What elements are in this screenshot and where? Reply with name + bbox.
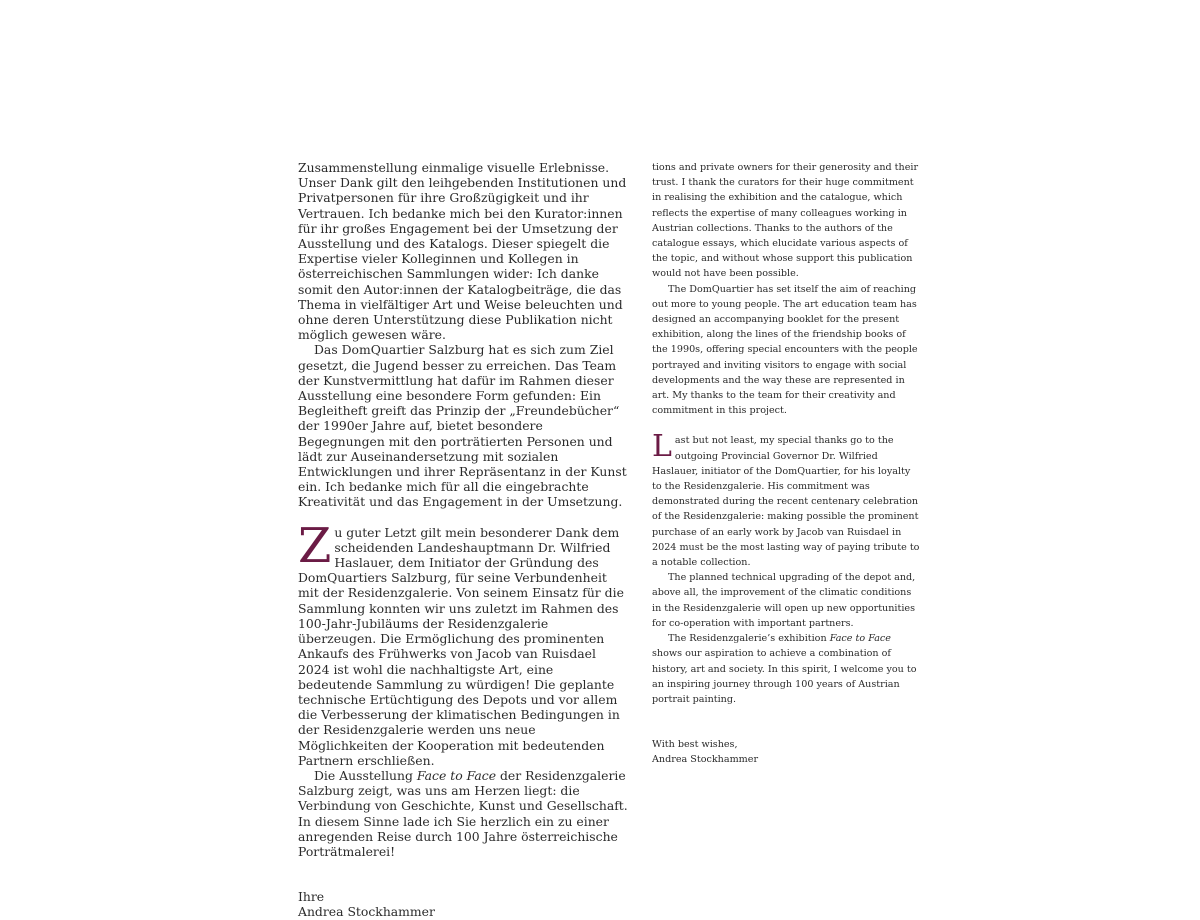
german-paragraph-4-start: Die Ausstellung (314, 767, 417, 783)
english-paragraph-4: The planned technical upgrading of the depot and, above all, the improvement of the climatic conditions in the Residenzgalerie will open up new opportunities for co-operation with important partners. (652, 572, 916, 629)
german-closing (298, 889, 628, 919)
german-paragraph-3 (298, 517, 628, 768)
english-drop-cap: L (652, 429, 672, 465)
english-paragraph-5-end: shows our aspiration to achieve a combination of history, art and society. In this spirit, I welcome you to an inspiring journey through 100 years of Austrian portrait painting. (652, 648, 917, 705)
german-drop-cap: Z (298, 517, 332, 574)
german-column (298, 160, 628, 920)
english-paragraph-2: The DomQuartier has set itself the aim of reaching out more to young people. The art education team has designed an accompanying booklet for the present exhibition, along the lines of the friendship books of the 1990s, offering special encounters with the people portrayed and inviting visitors to engage with social developments and the way these are represented in art. My thanks to the team for their creativity and commitment in this project. (652, 283, 918, 417)
german-paragraph-1: Zusammenstellung einmalige visuelle Erlebnisse. Unser Dank gilt den leihgebenden Institutionen und Privatpersonen für ihre Großzügigkeit und ihr Vertrauen. Ich bedanke mich bei den Kurator:innen für ihr großes Engagement bei der Umsetzung der Ausstellung und des Katalogs. Dieser spiegelt die Expertise vieler Kolleginnen und Kollegen in österreichischen Sammlungen wider: Ich danke somit den Autor:innen der Katalogbeiträge, die das Thema in vielfältiger Art und Weise beleuchten und ohne deren Unterstützung diese Publikation nicht möglich gewesen wäre. (298, 160, 627, 343)
exhibition-title-en: Face to Face (829, 633, 891, 645)
exhibition-title: Face to Face (416, 767, 497, 783)
english-paragraph-3-text: ast but not least, my special thanks go to the outgoing Provincial Governor Dr. Wilfried Haslauer, initiator of the DomQuartier, for his loyalty to the Residenzgalerie. His commitment was demonstrated during the recent centenary celebration of the Residenzgalerie: making possible the prominent purchase of an early work by Jacob van Ruisdael in 2024 must be the most lasting way of paying tribute to a notable collection. (652, 435, 920, 569)
english-closing (652, 737, 920, 767)
german-paragraph-4 (298, 768, 628, 859)
english-paragraph-1: tions and private owners for their generosity and their trust. I thank the curators for their huge commitment in realising the exhibition and the catalogue, which reflects the expertise of many colleagues working in Austrian collections. Thanks to the authors of the catalogue essays, which elucidate various aspects of the topic, and without whose support this publication would not have been possible. (652, 162, 919, 280)
english-paragraph-5-start: The Residenzgalerie’s exhibition (668, 633, 830, 645)
english-salutation: With best wishes, (652, 739, 738, 751)
english-paragraph-5 (652, 631, 920, 707)
english-signature: Andrea Stockhammer (652, 754, 759, 766)
english-paragraph-3 (652, 429, 920, 570)
german-paragraph-3-text: u guter Letzt gilt mein besonderer Dank dem scheidenden Landeshauptmann Dr. Wilfried Haslauer, dem Initiator der Gründung des DomQuartiers Salzburg, für seine Verbundenheit mit der Residenzgalerie. Von seinem Einsatz für die Sammlung konnten wir uns zuletzt im Rahmen des 100-Jahr-Jubiläums der Residenzgalerie überzeugen. Die Ermöglichung des prominenten Ankaufs des Frühwerks von Jacob van Ruisdael 2024 ist wohl die nachhaltigste Art, eine bedeutende Sammlung zu würdigen! Die geplante technische Ertüchtigung des Depots und vor allem die Verbesserung der klimatischen Bedingungen in der Residenzgalerie werden uns neue Möglichkeiten der Kooperation mit bedeutenden Partnern erschließen. (298, 524, 624, 768)
german-paragraph-2: Das DomQuartier Salzburg hat es sich zum Ziel gesetzt, die Jugend besser zu erreichen. Das Team der Kunstvermittlung hat dafür im Rahmen dieser Ausstellung eine besondere Form gefunden: Ein Begleitheft greift das Prinzip der „Freundebücher“ der 1990er Jahre auf, bietet besondere Begegnungen mit den porträtierten Personen und lädt zur Auseinandersetzung mit sozialen Entwicklungen und ihrer Repräsentanz in der Kunst ein. Ich bedanke mich für all die eingebrachte Kreativität und das Engagement in der Umsetzung. (298, 342, 627, 510)
english-column (652, 160, 920, 768)
german-signature: Andrea Stockhammer (298, 904, 435, 920)
german-salutation: Ihre (298, 889, 325, 905)
german-paragraph-4-end: der Residenzgalerie Salzburg zeigt, was uns am Herzen liegt: die Verbindung von Geschichte, Kunst und Gesellschaft. In diesem Sinne lade ich Sie herzlich ein zu einer anregenden Reise durch 100 Jahre österreichische Porträtmalerei! (298, 767, 628, 859)
